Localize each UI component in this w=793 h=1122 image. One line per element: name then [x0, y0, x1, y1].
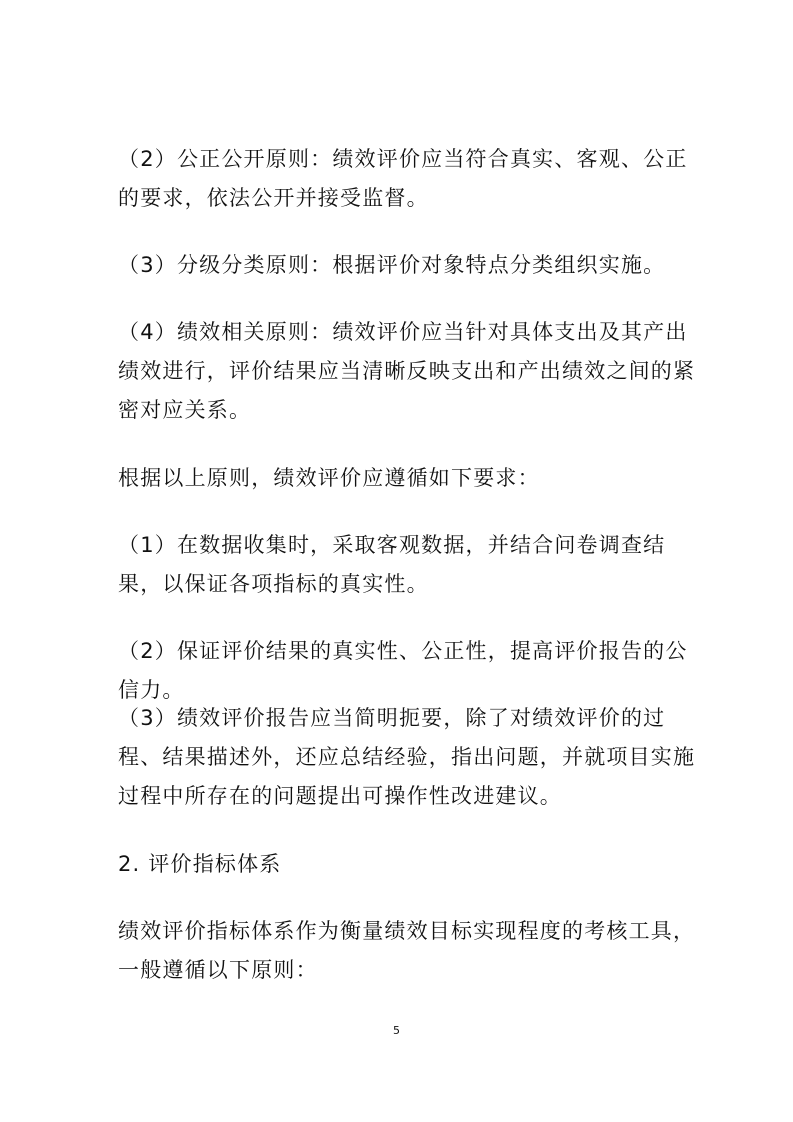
section-heading-indicator-system: 2. 评价指标体系 — [118, 852, 282, 876]
paragraph-requirement-2: （2）保证评价结果的真实性、公正性，提高评价报告的公信力。 — [118, 639, 688, 702]
paragraph-requirement-3: （3）绩效评价报告应当简明扼要，除了对绩效评价的过程、结果描述外，还应总结经验，指出问题，并就项目实施过程中所存在的问题提出可操作性改进建议。 — [118, 706, 696, 808]
paragraph-fairness-principle: （2）公正公开原则：绩效评价应当符合真实、客观、公正的要求，依法公开并接受监督。 — [118, 147, 688, 210]
paragraph-indicator-system: 绩效评价指标体系作为衡量绩效目标实现程度的考核工具，一般遵循以下原则： — [118, 919, 696, 982]
paragraph-requirement-1: （1）在数据收集时，采取客观数据，并结合问卷调查结果，以保证各项指标的真实性。 — [118, 533, 666, 596]
paragraph-classification-principle: （3）分级分类原则：根据评价对象特点分类组织实施。 — [118, 253, 666, 277]
paragraph-requirements-intro: 根据以上原则，绩效评价应遵循如下要求： — [118, 466, 540, 490]
paragraph-relevance-principle: （4）绩效相关原则：绩效评价应当针对具体支出及其产出绩效进行，评价结果应当清晰反映支出和产出绩效之间的紧密对应关系。 — [118, 320, 696, 422]
page-number: 5 — [393, 1024, 400, 1037]
